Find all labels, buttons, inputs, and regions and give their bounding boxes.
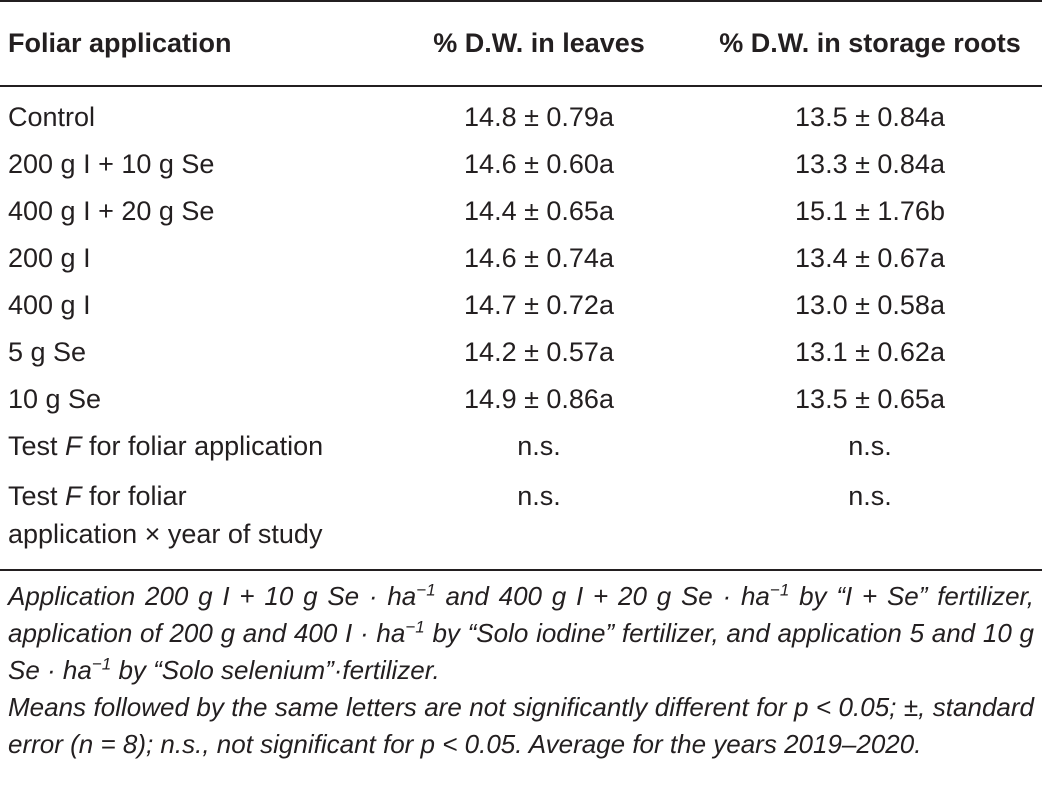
roots-value: 13.3 ± 0.84a xyxy=(795,148,945,179)
row-label: 200 g I + 10 g Se xyxy=(8,148,215,179)
table-row xyxy=(0,375,1042,422)
roots-value: 13.1 ± 0.62a xyxy=(795,336,945,367)
footnote-text: by “Solo selenium”·fertilizer. xyxy=(111,655,440,685)
roots-value: n.s. xyxy=(698,469,1042,570)
row-label: Control xyxy=(8,101,96,132)
row-label: 10 g Se xyxy=(8,383,102,414)
row-label: 200 g I xyxy=(8,242,91,273)
header-foliar-application: Foliar application xyxy=(0,1,380,86)
header-dw-storage-roots: % D.W. in storage roots xyxy=(698,1,1042,86)
test-f-label-pre: Test xyxy=(8,481,66,511)
table-row xyxy=(0,328,1042,375)
table-header-row xyxy=(0,1,1042,86)
leaves-value: 14.9 ± 0.86a xyxy=(464,383,614,414)
test-f-variable: F xyxy=(65,481,82,511)
leaves-value: 14.2 ± 0.57a xyxy=(464,336,614,367)
test-f-label-post: for foliar xyxy=(81,481,187,511)
table-row xyxy=(0,187,1042,234)
test-f-interaction-row xyxy=(0,469,1042,570)
row-label: 400 g I + 20 g Se xyxy=(8,195,215,226)
leaves-value: n.s. xyxy=(380,469,698,570)
table-row xyxy=(0,281,1042,328)
table-row xyxy=(0,140,1042,187)
test-f-variable: F xyxy=(65,430,82,461)
test-f-interaction-label xyxy=(0,469,380,570)
test-f-label-post: for foliar application xyxy=(81,430,324,461)
exponent: −1 xyxy=(405,617,425,637)
footnote-text: and 400 g I + 20 g Se · ha xyxy=(435,581,770,611)
roots-value: 13.5 ± 0.65a xyxy=(795,383,945,414)
fertilizer-footnote xyxy=(8,578,1034,689)
leaves-value: 14.7 ± 0.72a xyxy=(464,289,614,320)
table-row xyxy=(0,86,1042,140)
test-f-row xyxy=(0,422,1042,469)
exponent: −1 xyxy=(769,580,790,600)
roots-value: n.s. xyxy=(848,430,892,461)
test-f-label-pre: Test xyxy=(8,430,66,461)
leaves-value: 14.6 ± 0.74a xyxy=(464,242,614,273)
roots-value: 15.1 ± 1.76b xyxy=(795,195,945,226)
table-row xyxy=(0,234,1042,281)
table-footnotes xyxy=(8,578,1034,763)
test-f-label xyxy=(0,422,380,469)
exponent: −1 xyxy=(91,654,112,674)
roots-value: 13.5 ± 0.84a xyxy=(795,101,945,132)
header-dw-leaves: % D.W. in leaves xyxy=(380,1,698,86)
leaves-value: n.s. xyxy=(517,430,561,461)
leaves-value: 14.8 ± 0.79a xyxy=(464,101,614,132)
leaves-value: 14.6 ± 0.60a xyxy=(464,148,614,179)
footnote-text: by “I + Se” fertilizer, application of 200 g and 400 I · ha xyxy=(8,581,1035,648)
footnote-text: by “Solo iodine” fertilizer, and application 5 and 10 g Se · ha xyxy=(8,618,1034,685)
row-label: 400 g I xyxy=(8,289,91,320)
exponent: −1 xyxy=(416,580,436,600)
statistics-footnote: Means followed by the same letters are not significantly different for p < 0.05; ±, standard error (n = 8); n.s., not significant for p < 0.05. Average for the years 2019–2020. xyxy=(8,692,1034,759)
leaves-value: 14.4 ± 0.65a xyxy=(464,195,614,226)
footnote-text: Application 200 g I + 10 g Se · ha xyxy=(8,581,417,611)
test-f-label-line2: application × year of study xyxy=(8,519,323,549)
roots-value: 13.4 ± 0.67a xyxy=(795,242,945,273)
roots-value: 13.0 ± 0.58a xyxy=(795,289,945,320)
row-label: 5 g Se xyxy=(8,336,87,367)
